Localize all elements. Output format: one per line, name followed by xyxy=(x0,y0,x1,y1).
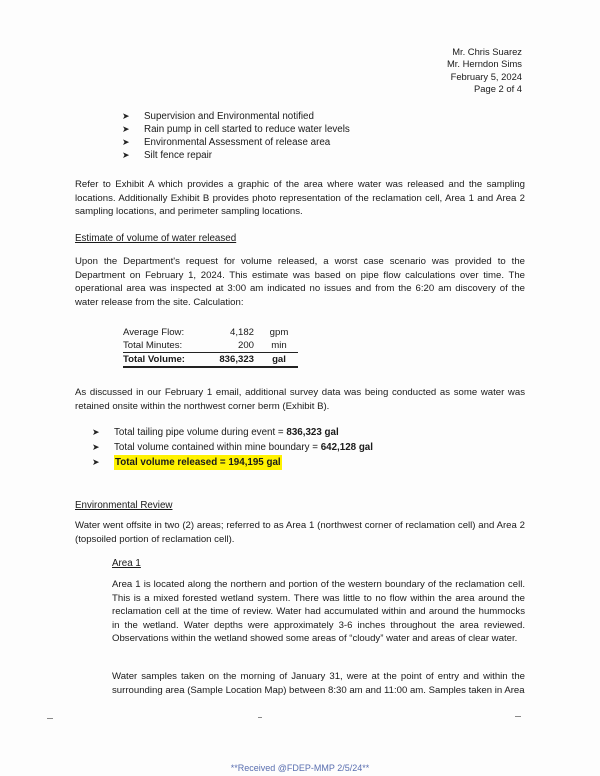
calc-value: 836,323 xyxy=(208,353,260,368)
arrow-bullet-icon: ➤ xyxy=(122,150,130,160)
letter-date: February 5, 2024 xyxy=(450,70,522,82)
letter-header xyxy=(447,46,522,95)
volume-calculation-table xyxy=(123,326,298,368)
list-item: ➤ Environmental Assessment of release area xyxy=(122,137,331,148)
exhibit-paragraph: Refer to Exhibit A which provides a graphic of the area where water was released and the sampling locations. Additionally Exhibit B provides photo representation of the reclamation cell, Area 1 and Area 2 sampling locations, and perimeter sampling locations. xyxy=(75,179,525,218)
arrow-bullet-icon: ➤ xyxy=(122,137,130,147)
arrow-bullet-icon: ➤ xyxy=(92,457,100,467)
list-item: ➤ Supervision and Environmental notified xyxy=(122,111,314,122)
calc-value: 200 xyxy=(208,339,260,353)
area-1-heading: Area 1 xyxy=(112,558,141,569)
estimate-paragraph: Upon the Department's request for volume released, a worst case scenario was provided to the Department on February 1, 2024. This estimate was based on pipe flow calculations over time. The operational area was inspected at 3:00 am indicated no issues and from the 6:20 am discovery of the water release from the site. Calculation: xyxy=(75,256,525,308)
calc-value: 4,182 xyxy=(229,327,254,338)
estimate-heading: Estimate of volume of water released xyxy=(75,233,237,244)
arrow-bullet-icon: ➤ xyxy=(122,124,130,134)
area-1-sampling-paragraph: Water samples taken on the morning of January 31, were at the point of entry and within the surrounding area (Sample Location Map) between 8:30 am and 11:00 am. Samples taken in Area xyxy=(112,671,525,696)
list-item: ➤ Total volume contained within mine boundary = 642,128 gal xyxy=(92,442,373,453)
calc-unit: min xyxy=(260,339,298,353)
environmental-review-heading: Environmental Review xyxy=(75,500,173,511)
recipient-1: Mr. Chris Suarez xyxy=(452,46,522,57)
recipient-2: Mr. Herndon Sims xyxy=(446,58,522,70)
review-paragraph: Water went offsite in two (2) areas; referred to as Area 1 (northwest corner of reclamation cell) and Area 2 (topsoiled portion of reclamation cell). xyxy=(75,520,525,545)
received-stamp: **Received @FDEP-MMP 2/5/24** xyxy=(230,763,370,773)
scan-mark xyxy=(258,717,262,718)
response-actions-list xyxy=(122,110,350,162)
table-row xyxy=(123,353,298,368)
list-item: ➤ Rain pump in cell started to reduce water levels xyxy=(122,124,350,135)
arrow-bullet-icon: ➤ xyxy=(92,442,100,452)
arrow-bullet-icon: ➤ xyxy=(92,427,100,437)
list-item: ➤ Silt fence repair xyxy=(122,150,213,161)
list-item: ➤ Total tailing pipe volume during event = 836,323 gal xyxy=(92,427,339,438)
volume-summary-list xyxy=(92,425,373,470)
list-item xyxy=(92,455,373,470)
table-row xyxy=(123,339,298,353)
arrow-bullet-icon: ➤ xyxy=(122,111,130,121)
page-number: Page 2 of 4 xyxy=(474,82,522,94)
calc-unit: gal xyxy=(260,353,298,368)
calc-label: Total Volume: xyxy=(123,353,208,368)
table-row xyxy=(123,326,298,339)
scan-mark xyxy=(515,716,521,717)
survey-paragraph: As discussed in our February 1 email, additional survey data was being conducted as some water was retained onsite within the northwest corner berm (Exhibit B). xyxy=(75,387,525,412)
calc-label: Total Minutes: xyxy=(123,339,208,353)
scan-mark xyxy=(47,718,53,719)
calc-label: Average Flow: xyxy=(123,327,185,338)
highlighted-released-volume: Total volume released = 194,195 gal xyxy=(115,457,281,468)
area-1-paragraph: Area 1 is located along the northern and portion of the western boundary of the reclamation cell. This is a mixed forested wetland system. There was little to no flow within the area around the reclamation cell at the time of review. Water had accumulated within and around the hummocks in the wetland. Water depths were approximately 3-6 inches throughout the area reviewed. Observations within the wetland showed some areas of “cloudy” water and areas of clear water. xyxy=(112,579,525,645)
calc-unit: gpm xyxy=(269,327,289,338)
